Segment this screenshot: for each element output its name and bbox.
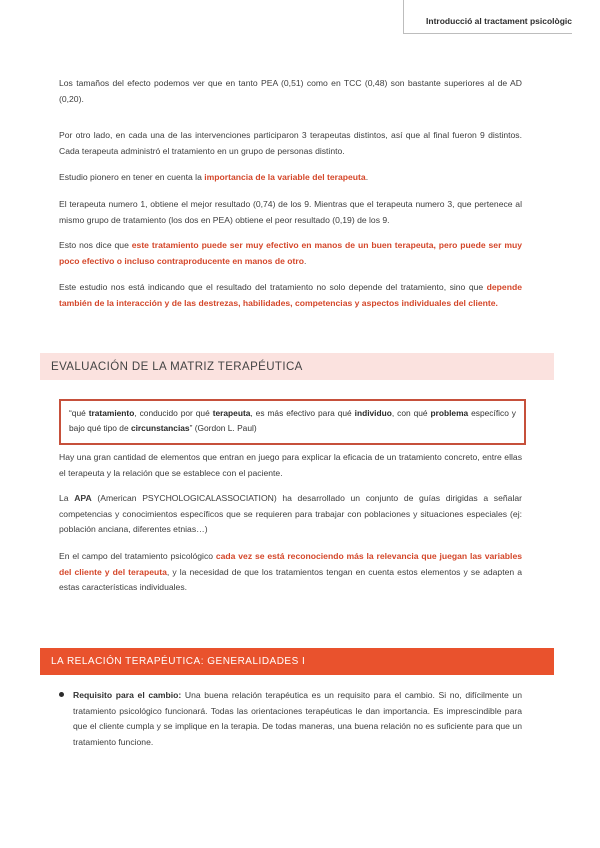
bold-text-segment: individuo [354, 408, 392, 418]
highlighted-text-segment: cada vez se está reconociendo más la relevancia que juegan las variables del cliente y del terapeuta [59, 550, 522, 577]
text-segment: Los tamaños del efecto podemos ver que en tanto PEA (0,51) como en TCC (0,48) son bastante superiores al de AD (0,20). [59, 78, 522, 104]
text-segment: El terapeuta numero 1, obtiene el mejor resultado (0,74) de los 9. Mientras que el terapeuta numero 3, que pertenece al mismo grupo de tratamiento (los dos en PEA) obtiene el peor resultado (0,19) de los 9. [59, 198, 522, 225]
text-segment: , es más efectivo para qué [250, 408, 355, 418]
interaction-paragraph [59, 280, 522, 311]
text-segment: La [59, 493, 75, 504]
text-segment: Por otro lado, en cada una de las intervenciones participaron 3 terapeutas distintos, así que al final fueron 9 distintos. Cada terapeuta administró el tratamiento en un grupo de personas distinto. [59, 130, 522, 156]
gordon-paul-quote [69, 406, 516, 436]
apa-paragraph [59, 491, 522, 538]
text-segment: (American PSYCHOLOGICALASSOCIATION) ha desarrollado un conjunto de guías dirigidas a señalar competencias y conocimientos específicos que se requieren para trabajar con poblaciones y situaciones especiales (ej: población anciana, diferentes etnias…) [59, 493, 522, 535]
text-segment: En el campo del tratamiento psicológico [59, 550, 216, 561]
body-text-lower [59, 450, 522, 596]
highlighted-text-segment: importancia de la variable del terapeuta [204, 172, 366, 183]
subheading-title: LA RELACIÓN TERAPÉUTICA: GENERALIDADES I [51, 656, 306, 667]
therapists-paragraph [59, 128, 522, 159]
text-segment: Hay una gran cantidad de elementos que entran en juego para explicar la eficacia de un tratamiento concreto, entre ellas el terapeuta y la relación que se establece con el paciente. [59, 452, 522, 478]
text-segment: ” (Gordon L. Paul) [189, 423, 257, 433]
text-segment: Estudio pionero en tener en cuenta la [59, 172, 205, 183]
text-segment: Este estudio nos está indicando que el resultado del tratamiento no solo depende del tratamiento, sino que [59, 282, 487, 293]
bold-text-segment: problema [430, 408, 469, 418]
bullet-list [59, 688, 522, 750]
text-segment: “qué [69, 408, 89, 418]
section-title: EVALUACIÓN DE LA MATRIZ TERAPÉUTICA [51, 360, 303, 373]
section-heading-band [40, 353, 554, 380]
body-text-upper [59, 76, 522, 312]
quote-box [59, 399, 526, 445]
bold-text-segment: circunstancias [130, 423, 190, 433]
text-segment: Una buena relación terapéutica es un requisito para el cambio. Si no, difícilmente un tratamiento psicológico funcionará. Todas las orientaciones terapéuticas le dan importancia. Es imprescindible para que el cliente cumpla y se implique en la terapia. De todas maneras, una buena relación no es suficiente para que un tratamiento funcione. [73, 690, 522, 747]
text-segment: , y la necesidad de que los tratamientos tengan en cuenta estos elementos y se adapten a estas características individuales. [59, 566, 523, 593]
bold-text-segment: APA [74, 493, 92, 504]
highlighted-text-segment: este tratamiento puede ser muy efectivo en manos de un buen terapeuta, pero puede ser muy poco efectivo o incluso contraproducente en manos de otro [59, 240, 522, 266]
bold-text-segment: tratamiento [88, 408, 135, 418]
text-segment: . [365, 172, 369, 183]
requisito-bullet [73, 688, 522, 750]
highlighted-text-segment: depende también de la interacción y de las destrezas, habilidades, competencias y aspectos individuales del cliente. [59, 282, 522, 308]
client-therapist-variables-paragraph [59, 549, 522, 596]
text-segment: , con qué [391, 408, 431, 418]
pioneer-study-paragraph [59, 170, 522, 186]
best-worst-therapist-paragraph [59, 197, 522, 228]
subheading-band [40, 648, 554, 675]
effectiveness-paragraph [59, 238, 522, 269]
running-header: Introducció al tractament psicològic [403, 0, 572, 34]
text-segment: Esto nos dice que [59, 240, 132, 251]
bold-text-segment: Requisito para el cambio: [73, 690, 182, 700]
text-segment: , conducido por qué [134, 408, 213, 418]
elements-paragraph [59, 450, 522, 481]
text-segment: específico y bajo qué tipo de [69, 408, 516, 433]
bold-text-segment: terapeuta [212, 408, 251, 418]
text-segment: . [303, 255, 307, 266]
bullet-icon [59, 692, 64, 697]
effect-size-paragraph [59, 76, 522, 107]
